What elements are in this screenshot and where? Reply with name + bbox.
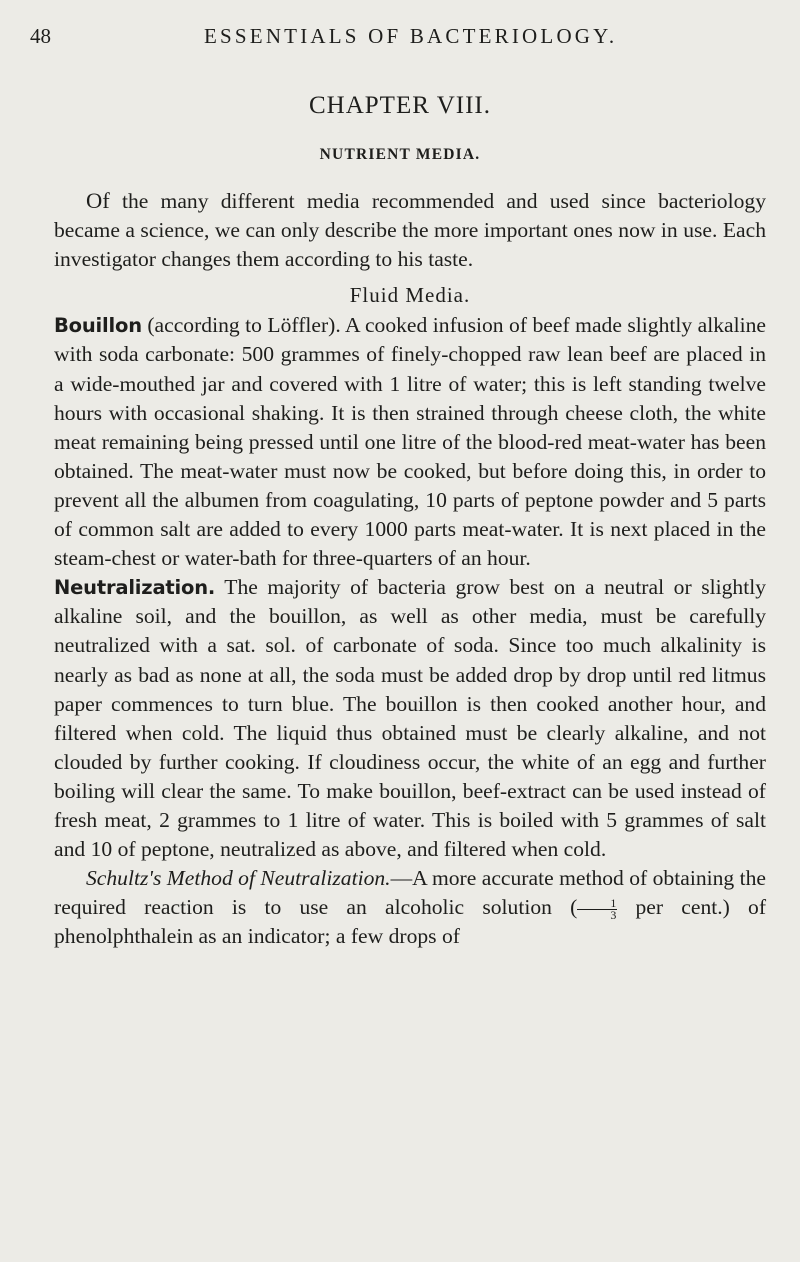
page-number: 48	[30, 24, 51, 48]
neutralization-runin: Neutralization.	[54, 576, 216, 600]
intro-first-word: Of	[86, 188, 110, 213]
fraction	[577, 895, 617, 922]
neutralization-text: The majority of bacteria grow best on a neutral or slightly alkaline soil, and the bouillon, as well as other media, must be carefully neutralized with a sat. sol. of carbonate of soda. Since too much alkalinity is nearly as bad as none at all, the soda must be added drop by drop until red litmus paper commences to turn blue. The bouillon is then cooked another hour, and filtered when cold. The liquid thus obtained must be clearly alkaline, and not clouded by further cooking. If cloudiness occur, the white of an egg and further boiling will clear the same. To make bouillon, beef-extract can be used instead of fresh meat, 2 grammes to 1 litre of water. This is boiled with 5 grammes of salt and 10 of peptone, neutralized as above, and filtered when cold.	[54, 575, 766, 862]
running-head	[30, 24, 760, 54]
fluid-media-heading: Fluid Media.	[349, 283, 471, 308]
running-title: ESSENTIALS OF BACTERIOLOGY.	[204, 24, 618, 48]
fraction-denominator: 3	[610, 907, 617, 922]
chapter-title: CHAPTER VIII.	[309, 92, 491, 119]
schultz-title: Schultz's Method of Neutralization.	[86, 866, 391, 891]
neutralization-paragraph	[54, 573, 766, 864]
schultz-text-after: per cent.) of phenolphthalein as an indicator; a few drops of	[54, 895, 767, 949]
bouillon-runin: Bouillon	[54, 314, 142, 338]
bouillon-text: (according to Löffler). A cooked infusion of beef made slightly alkaline with soda carbonate: 500 grammes of finely-chopped raw lean beef are placed in a wide-mouthed jar and covered with 1 litre of water; this is left standing twelve hours with occasional shaking. It is then strained through cheese cloth, the white meat remaining being pressed until one litre of the blood-red meat-water has been obtained. The meat-water must now be cooked, but before doing this, in order to prevent all the albumen from coagulating, 10 parts of peptone powder and 5 parts of common salt are added to every 1000 parts meat-water. It is next placed in the steam-chest or water-bath for three-quarters of an hour.	[54, 313, 766, 571]
fraction-numerator: 1	[577, 898, 617, 910]
schultz-text-before: —A more accurate method of obtaining the required reaction is to use an alcoholic solution (	[54, 866, 766, 920]
body-text	[54, 186, 766, 951]
chapter-subtitle: NUTRIENT MEDIA.	[319, 146, 481, 163]
schultz-paragraph	[54, 864, 766, 951]
bouillon-paragraph	[54, 311, 766, 573]
intro-paragraph	[54, 186, 766, 274]
intro-text: the many different media recommended and used since bacteriology became a science, we can only describe the more important ones now in use. Each investigator changes them according to his taste.	[54, 189, 766, 272]
